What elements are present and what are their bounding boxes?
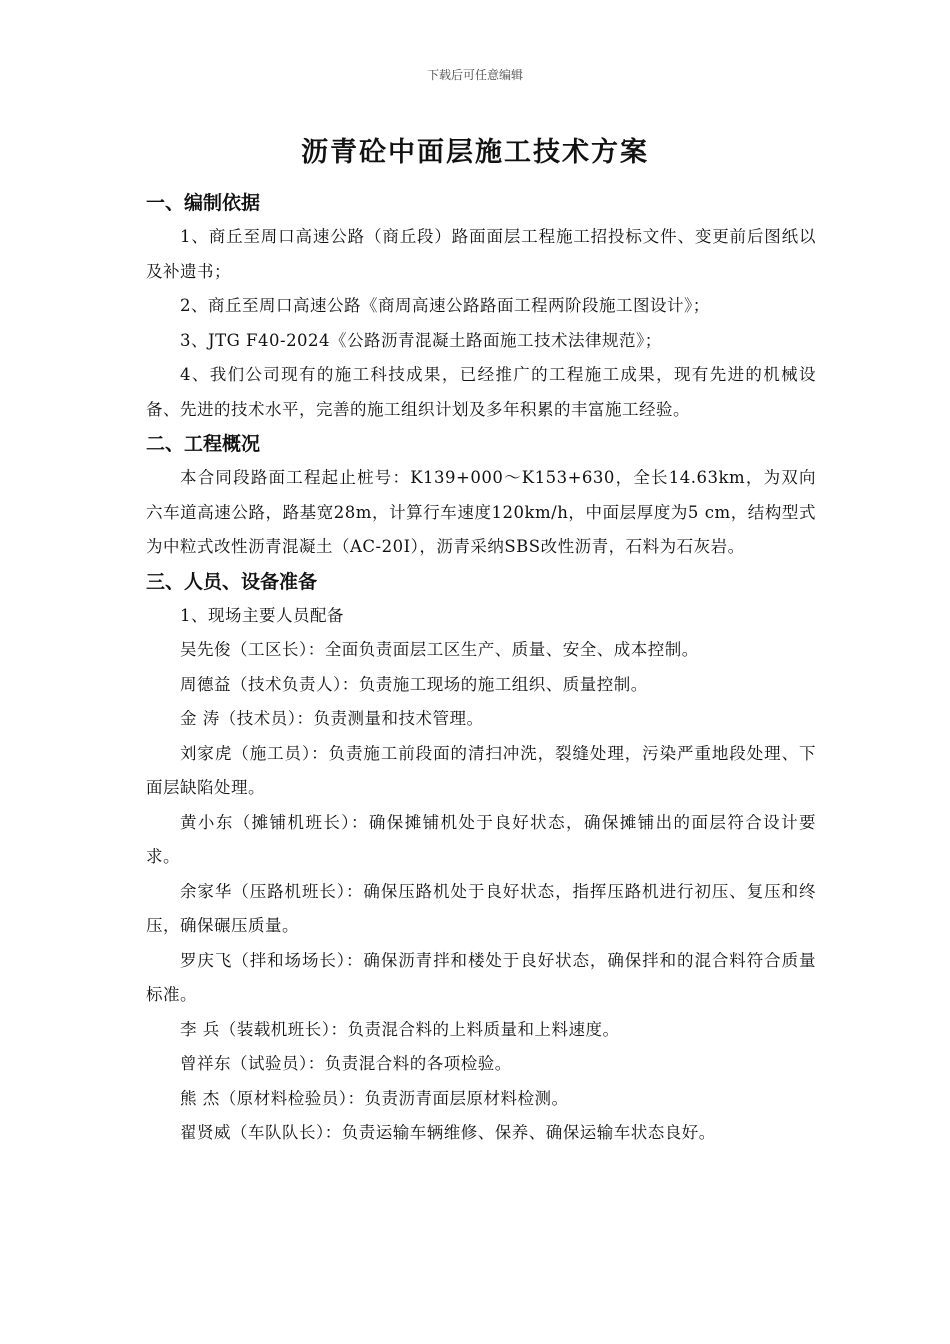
paragraph: 4、我们公司现有的施工科技成果，已经推广的工程施工成果，现有先进的机械设备、先进的技术水平，完善的施工组织计划及多年积累的丰富施工经验。 xyxy=(146,365,816,419)
document-title: 沥青砼中面层施工技术方案 xyxy=(301,137,649,168)
paragraph: 黄小东（摊铺机班长）：确保摊铺机处于良好状态，确保摊铺出的面层符合设计要求。 xyxy=(146,812,816,866)
paragraph: 1、商丘至周口高速公路（商丘段）路面面层工程施工招投标文件、变更前后图纸以及补遗书； xyxy=(146,227,816,281)
paragraph: 金 涛（技术员）：负责测量和技术管理。 xyxy=(180,709,484,728)
paragraph: 罗庆飞（拌和场场长）：确保沥青拌和楼处于良好状态，确保拌和的混合料符合质量标准。 xyxy=(146,950,816,1004)
paragraph: 熊 杰（原材料检验员）：负责沥青面层原材料检测。 xyxy=(180,1088,569,1108)
section-heading: 三、人员、设备准备 xyxy=(146,570,318,593)
paragraph: 1、现场主要人员配备 xyxy=(180,605,344,625)
paragraph: 李 兵（装载机班长）：负责混合料的上料质量和上料速度。 xyxy=(180,1019,620,1039)
paragraph: 刘家虎（施工员）：负责施工前段面的清扫冲洗，裂缝处理，污染严重地段处理、下面层缺陷处理。 xyxy=(146,743,816,797)
paragraph: 周德益（技术负责人）：负责施工现场的施工组织、质量控制。 xyxy=(180,674,648,694)
paragraph: 本合同段路面工程起止桩号：K139+000～K153+630，全长14.63km，为双向六车道高速公路，路基宽28m，计算行车速度120km/h，中面层厚度为5 cm，结构型式为中粒式改性沥青混凝土（AC-20I），沥青采纳SBS改性沥青，石料为石灰岩。 xyxy=(146,468,816,556)
section-heading: 一、编制依据 xyxy=(146,192,261,214)
paragraph: 3、JTG F40-2024《公路沥青混凝土路面施工技术法律规范》； xyxy=(180,330,662,350)
header-note: 下载后可任意编辑 xyxy=(426,68,523,82)
section-heading: 二、工程概况 xyxy=(146,433,261,455)
paragraph: 吴先俊（工区长）：全面负责面层工区生产、质量、安全、成本控制。 xyxy=(180,640,699,659)
paragraph: 余家华（压路机班长）：确保压路机处于良好状态，指挥压路机进行初压、复压和终压，确保碾压质量。 xyxy=(146,881,816,935)
document-body xyxy=(146,186,816,1151)
paragraph: 2、商丘至周口高速公路《商周高速公路路面工程两阶段施工图设计》； xyxy=(180,296,710,315)
paragraph: 曾祥东（试验员）：负责混合料的各项检验。 xyxy=(180,1054,512,1073)
paragraph: 翟贤威（车队队长）：负责运输车辆维修、保养、确保运输车状态良好。 xyxy=(180,1123,716,1142)
